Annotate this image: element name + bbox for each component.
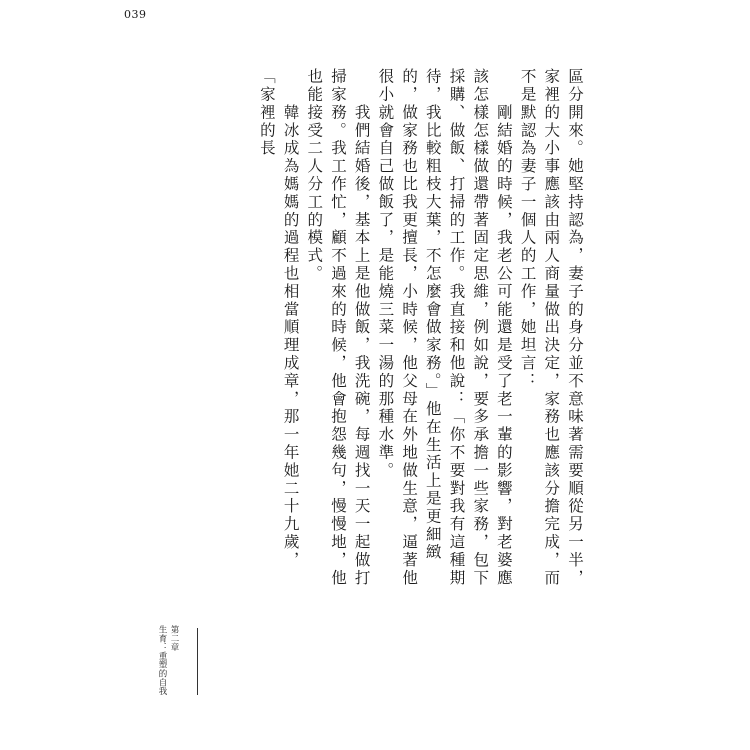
page-number: 039 [124,8,147,21]
body-text [146,68,586,588]
chapter-divider-line [197,628,198,695]
paragraph-3-quote: 我們結婚後，基本上是他做飯，我洗碗，每週找一天一起做打掃家務。我工作忙，顧不過來的時候，他會抱怨幾句，慢慢地，他也能接受二人分工的模式。 [305,68,371,588]
chapter-number: 第二章 [169,625,179,652]
paragraph-1: 區分開來。她堅持認為，妻子的身分並不意味著需要順從另一半，家裡的大小事應該由兩人商量做出決定，家務也應該分擔完成，而不是默認為妻子一個人的工作，她坦言： [518,68,584,588]
chapter-running-head [156,625,180,695]
chapter-title: 生育：重塑的自我 [157,625,167,696]
paragraph-4: 韓冰成為媽媽的過程也相當順理成章，那一年她二十九歲，「家裡的長 [257,68,300,570]
paragraph-2-quote: 剛結婚的時候，我老公可能還是受了老一輩的影響，對老婆應該怎樣怎樣做還帶著固定思維，例如說，要多承擔一些家務，包下採購、做飯、打掃的工作。我直接和他說：「你不要對我有這種期待，我比較粗枝大葉，不怎麼會做家務。」他在生活上是更細緻的，做家務也比我更擅長，小時候，他父母在外地做生意，逼著他很小就會自己做飯了，是能燒三菜一湯的那種水準。 [376,68,513,588]
